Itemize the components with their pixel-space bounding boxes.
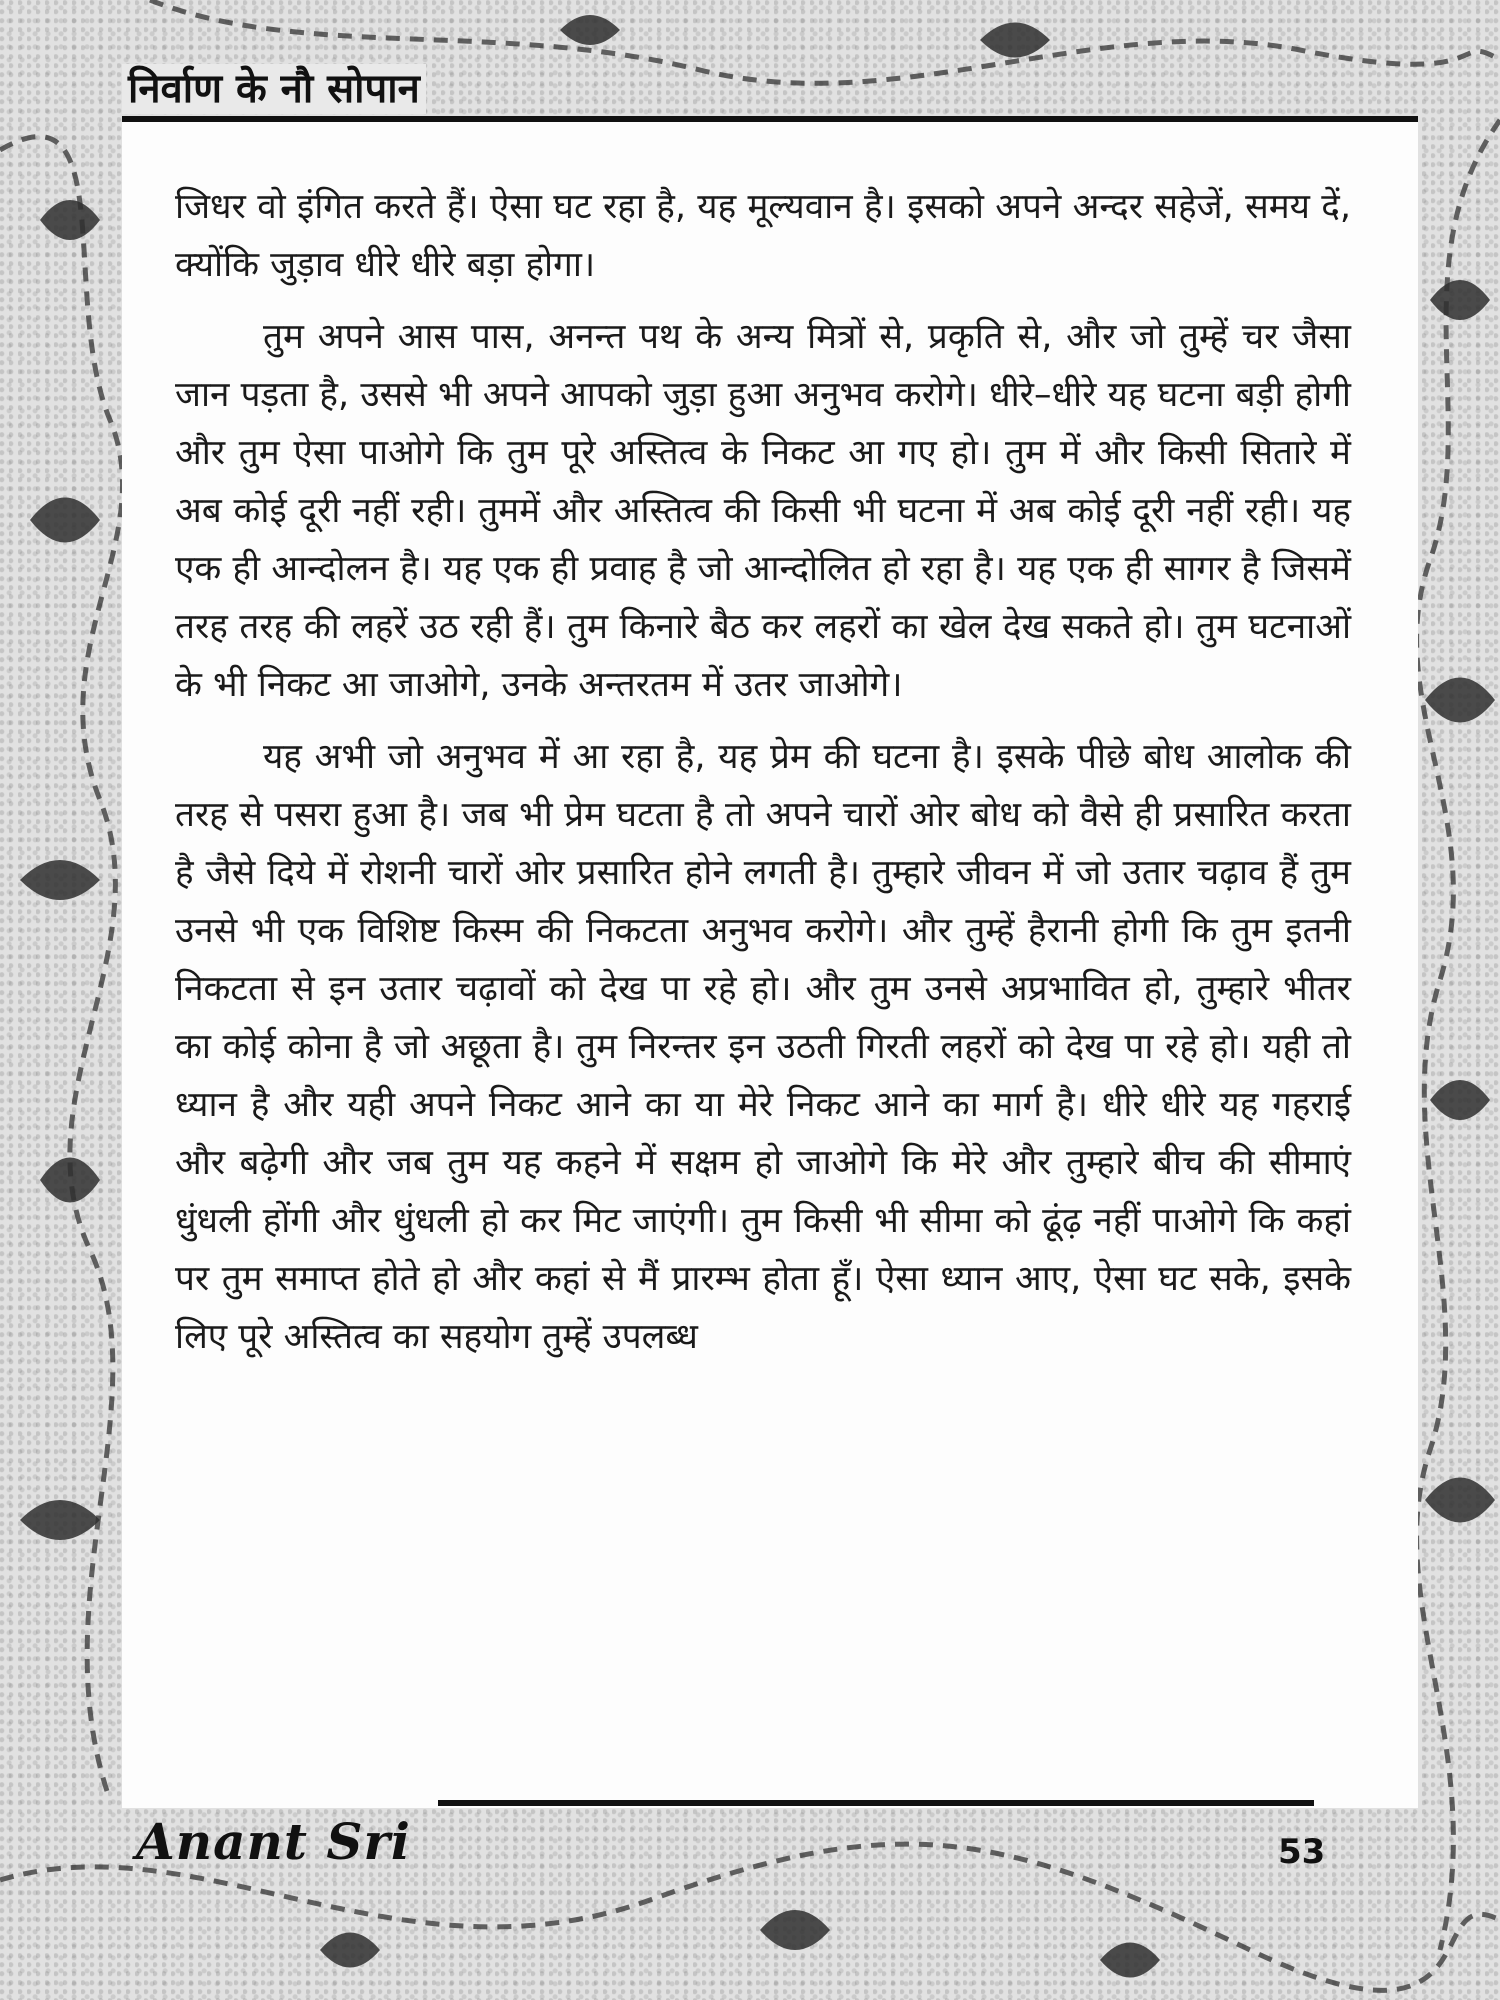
page-number: 53 [1278,1832,1326,1872]
header-rule [122,116,1418,122]
paragraph-1: जिधर वो इंगित करते हैं। ऐसा घट रहा है, यह मूल्यवान है। इसको अपने अन्दर सहेजें, समय दें, क्योंकि जुड़ाव धीरे धीरे बड़ा होगा। [175,187,1351,285]
author-signature: Anant Sri [136,1812,411,1871]
page-header-title: निर्वाण के नौ सोपान [122,64,426,114]
footer-rule [438,1800,1314,1806]
paragraph-2: तुम अपने आस पास, अनन्त पथ के अन्य मित्रों से, प्रकृति से, और जो तुम्हें चर जैसा जान पड़ता है, उससे भी अपने आपको जुड़ा हुआ अनुभव करोगे। धीरे–धीरे यह घटना बड़ी होगी और तुम ऐसा पाओगे कि तुम पूरे अस्तित्व के निकट आ गए हो। तुम में और किसी सितारे में अब कोई दूरी नहीं रही। तुममें और अस्तित्व की किसी भी घटना में अब कोई दूरी नहीं रही। यह एक ही आन्दोलन है। यह एक ही प्रवाह है जो आन्दोलित हो रहा है। यह एक ही सागर है जिसमें तरह तरह की लहरें उठ रही हैं। तुम किनारे बैठ कर लहरों का खेल देख सकते हो। तुम घटनाओं के भी निकट आ जाओगे, उनके अन्तरतम में उतर जाओगे। [175,317,1351,705]
paragraph-3: यह अभी जो अनुभव में आ रहा है, यह प्रेम की घटना है। इसके पीछे बोध आलोक की तरह से पसरा हुआ है। जब भी प्रेम घटता है तो अपने चारों ओर बोध को वैसे ही प्रसारित करता है जैसे दिये में रोशनी चारों ओर प्रसारित होने लगती है। तुम्हारे जीवन में जो उतार चढ़ाव हैं तुम उनसे भी एक विशिष्ट किस्म की निकटता अनुभव करोगे। और तुम्हें हैरानी होगी कि तुम इतनी निकटता से इन उतार चढ़ावों को देख पा रहे हो। और तुम उनसे अप्रभावित हो, तुम्हारे भीतर का कोई कोना है जो अछूता है। तुम निरन्तर इन उठती गिरती लहरों को देख पा रहे हो। यही तो ध्यान है और यही अपने निकट आने का या मेरे निकट आने का मार्ग है। धीरे धीरे यह गहराई और बढ़ेगी और जब तुम यह कहने में सक्षम हो जाओगे कि मेरे और तुम्हारे बीच की सीमाएं धुंधली होंगी और धुंधली हो कर मिट जाएंगी। तुम किसी भी सीमा को ढूंढ़ नहीं पाओगे कि कहां पर तुम समाप्त होते हो और कहां से मैं प्रारम्भ होता हूँ। ऐसा ध्यान आए, ऐसा घट सके, इसके लिए पूरे अस्तित्व का सहयोग तुम्हें उपलब्ध [175,737,1351,1357]
body-text [175,178,1351,1380]
